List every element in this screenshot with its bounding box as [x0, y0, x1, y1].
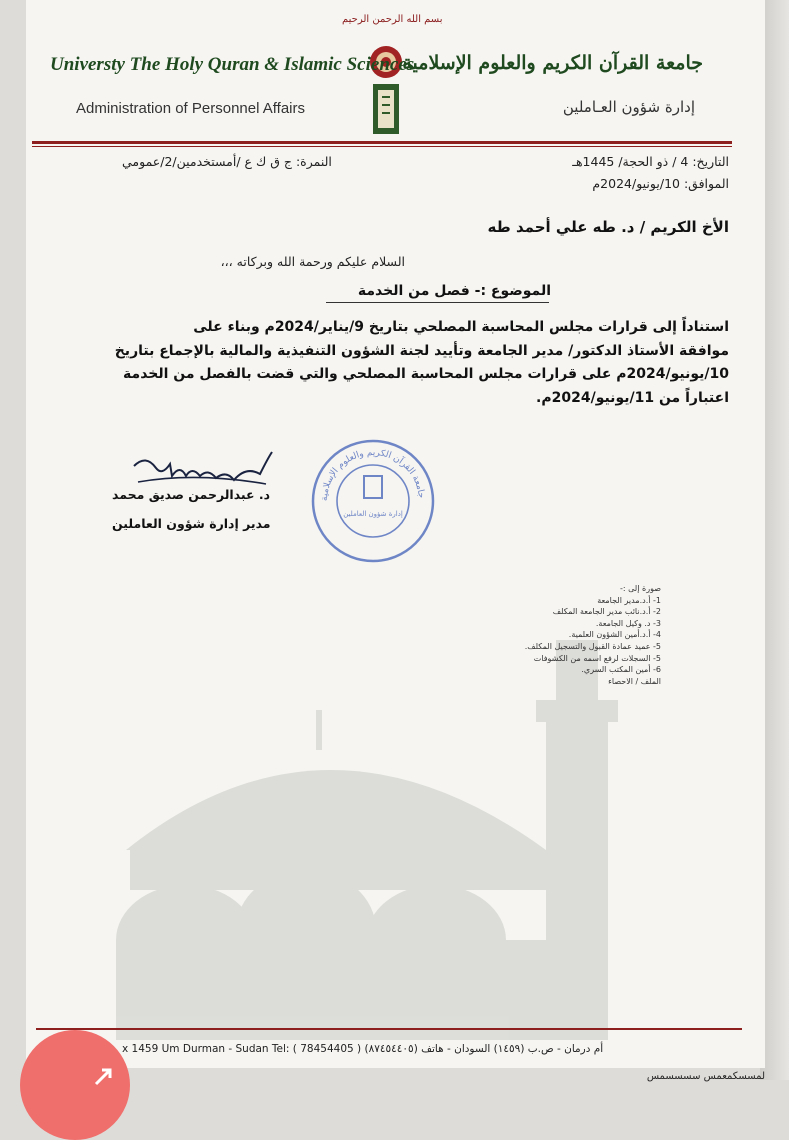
english-university-name: Universty The Holy Quran & Islamic Sciences: [50, 54, 415, 75]
share-arrow-icon: [92, 1064, 118, 1090]
salutation: السلام عليكم ورحمة الله وبركاته ،،،: [220, 254, 405, 269]
footer-address: أم درمان - ص.ب (١٤٥٩) السودان - هاتف (٨٧٤٥٤٤٠٥) x 1459 Um Durman - Sudan Tel: ( 78454405 ): [122, 1043, 604, 1055]
subject-underline: [326, 302, 549, 303]
copies-item: 6- أمين المكتب السري.: [581, 665, 661, 675]
stamp-center-text: إدارة شؤون العاملين: [343, 510, 403, 518]
copies-item: 4- أ.د.أمين الشؤون العلمية.: [568, 630, 661, 640]
signatory-name: د. عبدالرحمن صديق محمد: [112, 487, 271, 502]
header-divider-thin: [32, 146, 732, 147]
copies-item: 1- أ.د.مدير الجامعة: [597, 595, 661, 605]
body-line: اعتباراً من 11/يونيو/2024م.: [536, 389, 729, 406]
letter-subject: الموضوع :- فصل من الخدمة: [357, 283, 551, 299]
letter-body: [89, 316, 729, 410]
header-divider: [32, 141, 732, 144]
english-department-name: Administration of Personnel Affairs: [76, 100, 306, 117]
letter-page: [26, 0, 765, 1068]
clipped-caption-text: لمسسكمعمس سسسسمس: [646, 1071, 765, 1082]
copies-heading: صورة إلى :-: [620, 584, 661, 593]
gregorian-date: الموافق: 10/يونيو/2024م: [592, 176, 729, 191]
body-line: موافقة الأستاذ الدكتور/ مدير الجامعة وتأييد لجنة الشؤون التنفيذية والمالية بالإجماع بتاريخ: [114, 342, 729, 359]
stamp-ring-text: جامعة القرآن الكريم والعلوم الإسلامية: [319, 447, 426, 502]
hijri-date: التاريخ: 4 / ذو الحجة/ 1445هـ: [572, 154, 729, 169]
body-line: استناداً إلى قرارات مجلس المحاسبة المصلحي بتاريخ 9/يناير/2024م وبناء على: [193, 319, 729, 335]
copies-item: الملف / الاحصاء: [608, 676, 661, 686]
arabic-university-name: جامعة القرآن الكريم والعلوم الإسلامية: [402, 52, 703, 74]
body-line: 10/يونيو/2024م على قرارات مجلس المحاسبة المصلحي والتي قضت بالفصل من الخدمة: [123, 366, 729, 382]
recipient-greeting: الأخ الكريم / د. طه علي أحمد طه: [487, 218, 729, 236]
footer-divider: [36, 1028, 742, 1030]
svg-text:جامعة القرآن الكريم والعلوم ال: [320, 448, 426, 501]
signatory-title: مدير إدارة شؤون العاملين: [112, 516, 271, 531]
copies-item: 3- د. وكيل الجامعة.: [595, 618, 661, 628]
copies-item: 5- السجلات لرفع اسمه من الكشوفات: [533, 653, 661, 663]
copies-item: 2- أ.د.نائب مدير الجامعة المكلف: [552, 607, 661, 617]
official-stamp: [308, 436, 438, 566]
arabic-department-name: إدارة شؤون العـاملين: [562, 98, 695, 116]
basmala: بسم الله الرحمن الرحيم: [342, 14, 443, 25]
reference-number: النمرة: ج ق ك ع /أمستخدمين/2/عمومي: [122, 154, 332, 169]
copies-item: 5- عميد عمادة القبول والتسجيل المكلف.: [524, 641, 661, 651]
copies-list: [471, 583, 661, 687]
